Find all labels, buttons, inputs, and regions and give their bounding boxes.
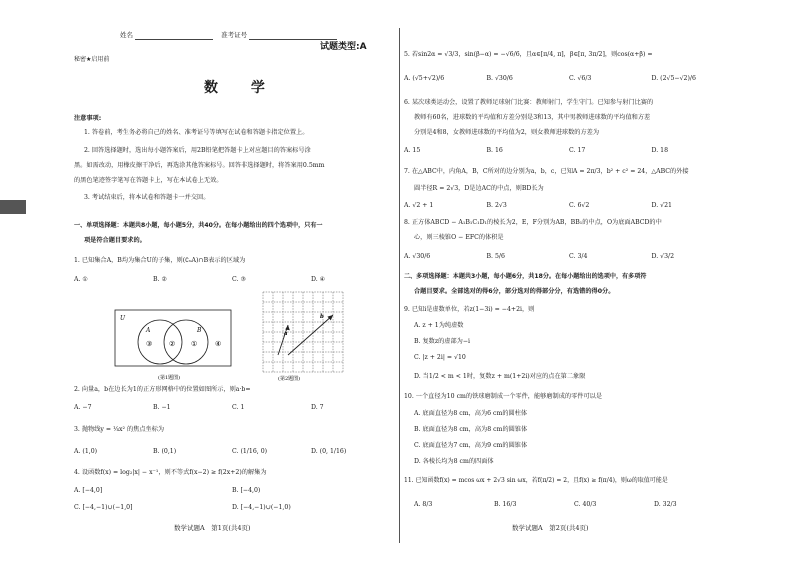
- q3-option-a[interactable]: A. (1,0): [74, 448, 98, 455]
- question-8-line-2: 心，则三棱锥O − EFC的体积是: [414, 234, 504, 241]
- q11-option-b[interactable]: B. 16/3: [494, 501, 517, 508]
- question-7-line-2: 圆半径R = 2√3，D是边AC的中点，则BD长为: [414, 185, 544, 192]
- column-divider: [399, 28, 400, 543]
- section1-heading-cont: 项是符合题目要求的。: [84, 237, 146, 244]
- section2-heading: 二、多项选择题：本题共3小题，每小题6分，共18分。在每小题给出的选项中，有多项符: [404, 273, 647, 280]
- question-10-stem: 10. 一个直径为10 cm的铁球磨制成一个零件，能够磨制成的零件可以是: [404, 393, 603, 400]
- question-5-stem: 5. 若sin2α = √3/3，sin(β−α) = −√6/6，且α∈[π/4, π]，β∈[π, 3π/2]，则cos(α+β) =: [404, 51, 653, 58]
- q5-option-d[interactable]: D. (2√5−√2)/6: [651, 75, 696, 82]
- vector-b-label: b: [320, 314, 324, 320]
- vector-a-label: a: [284, 331, 288, 337]
- question-3-options: [74, 447, 390, 457]
- q1-option-a[interactable]: A. ①: [74, 276, 88, 283]
- q1-option-c[interactable]: C. ③: [232, 276, 246, 283]
- venn-u-label: U: [120, 315, 126, 322]
- q6-option-a[interactable]: A. 15: [404, 147, 421, 154]
- name-label: 姓名: [120, 31, 133, 39]
- question-3-stem: 3. 抛物线y = ¼x² 的焦点坐标为: [74, 426, 165, 433]
- side-marker: [0, 200, 26, 214]
- section2-heading-cont: 合题目要求。全部选对的得6分，部分选对的得部分分，有选错的得0分。: [414, 288, 615, 295]
- ticket-blank[interactable]: [249, 39, 337, 40]
- footer-page-2: 数学试题A 第2页(共4页): [512, 524, 589, 532]
- q6-option-c[interactable]: C. 17: [569, 147, 586, 154]
- set-a-circle: [138, 320, 182, 364]
- q7-option-c[interactable]: C. 6√2: [569, 202, 590, 209]
- q4-option-b[interactable]: B. [−4,0): [232, 487, 261, 494]
- question-2-options: [74, 403, 390, 413]
- note-3: 3. 考试结束后，将本试卷和答题卡一并交回。: [84, 194, 210, 201]
- question-8-options: [404, 252, 734, 262]
- q1-option-b[interactable]: B. ②: [153, 276, 168, 283]
- q10-option-b[interactable]: B. 底面直径为8 cm，高为8 cm的圆锥体: [414, 426, 528, 433]
- q2-option-c[interactable]: C. 1: [232, 404, 245, 411]
- q9-option-d[interactable]: D. 当1/2 < m < 1时，复数z + m(1+2i)对应的点在第二象限: [414, 373, 586, 380]
- q10-option-d[interactable]: D. 各棱长均为8 cm的四面体: [414, 458, 494, 465]
- secret-label: 秘密★启用前: [74, 56, 110, 63]
- q7-option-a[interactable]: A. √2 + 1: [404, 202, 434, 209]
- right-column: [404, 0, 734, 562]
- q5-option-a[interactable]: A. (√5+√2)/6: [404, 75, 445, 82]
- question-7-line-1: 7. 在△ABC中，内角A，B，C所对的边分别为a，b，c，已知A = 2π/3，b² + c² = 24，△ABC的外接: [404, 168, 689, 175]
- q7-option-b[interactable]: B. 2√3: [486, 202, 507, 209]
- venn-region-4: ④: [215, 340, 222, 348]
- q4-option-c[interactable]: C. [−4,−1)∪(−1,0]: [74, 504, 133, 511]
- left-column: [74, 0, 390, 562]
- q2-option-b[interactable]: B. −1: [153, 404, 171, 411]
- footer-page-1: 数学试题A 第1页(共4页): [174, 524, 251, 532]
- venn-a-label: A: [146, 327, 151, 334]
- q8-option-d[interactable]: D. √3/2: [651, 253, 675, 260]
- q9-option-a[interactable]: A. z + 1为纯虚数: [414, 322, 464, 329]
- q4-option-d[interactable]: D. [−4,−1)∪(−1,0): [232, 504, 291, 511]
- page-title: 数 学: [204, 80, 279, 96]
- q11-option-c[interactable]: C. 40/3: [574, 501, 597, 508]
- q2-option-d[interactable]: D. 7: [311, 404, 324, 411]
- figure-1-caption: (第1题图): [158, 375, 181, 381]
- q8-option-b[interactable]: B. 5/6: [486, 253, 505, 260]
- question-6-line-2: 教师有60名，进球数的平均值和方差分别是3和13，其中男教师进球数的平均值和方差: [414, 114, 651, 121]
- q11-option-d[interactable]: D. 32/3: [654, 501, 677, 508]
- question-6-line-3: 分别是4和8，女教师进球数的平均值为2，则女教师进球数的方差为: [414, 129, 600, 136]
- q1-option-d[interactable]: D. ④: [311, 276, 326, 283]
- question-8-line-1: 8. 正方体ABCD − A₁B₁C₁D₁的棱长为2，E，F分别为AB，BB₁的中点，O为底面ABCD的中: [404, 219, 662, 226]
- venn-b-label: B: [197, 327, 202, 334]
- vector-b-line: [288, 315, 333, 355]
- q7-option-d[interactable]: D. √21: [651, 202, 672, 209]
- question-4-options-row-1: [74, 486, 390, 496]
- name-line: [120, 30, 337, 40]
- question-6-options: [404, 146, 734, 156]
- note-2-line-1: 2. 回答选择题时，选出每小题答案后，用2B铅笔把答题卡上对应题目的答案标号涂: [84, 147, 311, 154]
- q3-option-b[interactable]: B. (0,1): [153, 448, 177, 455]
- question-9-stem: 9. 已知i是虚数单位，若z(1−3i) = −4+2i，则: [404, 306, 535, 313]
- q2-option-a[interactable]: A. −7: [74, 404, 92, 411]
- note-2-line-2: 黑。如需改动，用橡皮擦干净后，再选涂其他答案标号。回答非选择题时，将答案用0.5mm: [74, 162, 325, 169]
- q5-option-b[interactable]: B. √30/6: [486, 75, 513, 82]
- vector-grid-figure: [258, 290, 348, 384]
- q3-option-d[interactable]: D. (0, 1/16): [311, 448, 347, 455]
- grid-lines: [263, 292, 343, 372]
- question-4-stem: 4. 设函数f(x) = log₂|x| − x⁻¹，则不等式f(x−2) ≥ f(2x+2)的解集为: [74, 469, 267, 476]
- note-1: 1. 答卷前，考生务必将自己的姓名、准考证号等填写在试卷和答题卡指定位置上。: [84, 129, 309, 136]
- question-7-options: [404, 201, 734, 211]
- question-6-line-1: 6. 某次球类运动会，设置了教师足球射门比赛：教师射门，学生守门。已知参与射门比赛的: [404, 99, 654, 106]
- question-4-options-row-2: [74, 503, 390, 513]
- venn-region-1: ①: [191, 340, 198, 348]
- notes-heading: 注意事项:: [74, 115, 102, 122]
- q6-option-b[interactable]: B. 16: [486, 147, 503, 154]
- q8-option-a[interactable]: A. √30/6: [404, 253, 431, 260]
- question-5-options: [404, 74, 734, 84]
- q4-option-a[interactable]: A. [−4,0]: [74, 487, 103, 494]
- q10-option-a[interactable]: A. 底面直径为8 cm，高为6 cm的圆柱体: [414, 410, 528, 417]
- q11-option-a[interactable]: A. 8/3: [414, 501, 433, 508]
- question-1-stem: 1. 已知集合A，B均为集合U的子集，则(∁ᵤA)∩B表示的区域为: [74, 257, 246, 264]
- question-11-stem: 11. 已知函数f(x) = mcos ωx + 2√3 sin ωx，若f(π/2) = 2，且f(x) ≥ f(π/4)，则ω的取值可能是: [404, 477, 668, 484]
- section1-heading: 一、单项选择题：本题共8小题，每小题5分，共40分。在每小题给出的四个选项中，只有一: [74, 222, 323, 229]
- q9-option-b[interactable]: B. 复数z的虚部为−i: [414, 338, 471, 345]
- question-1-options: [74, 275, 390, 285]
- q10-option-c[interactable]: C. 底面直径为7 cm，高为9 cm的圆锥体: [414, 442, 528, 449]
- name-blank[interactable]: [135, 39, 213, 40]
- venn-diagram-figure: [114, 309, 232, 383]
- q8-option-c[interactable]: C. 3/4: [569, 253, 588, 260]
- note-2-line-3: 的黑色笔迹签字笔写在答题卡上，写在本试卷上无效。: [74, 177, 223, 184]
- venn-region-3: ③: [146, 340, 153, 348]
- figure-2-caption: (第2题图): [278, 376, 301, 382]
- question-2-stem: 2. 向量a，b在边长为1的正方形网格中的位置如图所示，则a·b=: [74, 386, 251, 393]
- ticket-label: 准考证号: [221, 31, 248, 39]
- question-11-options: [414, 500, 734, 510]
- q9-option-c[interactable]: C. |z + 2i| = √10: [414, 354, 466, 361]
- q5-option-c[interactable]: C. √6/3: [569, 75, 592, 82]
- exam-type: 试题类型:A: [320, 42, 367, 52]
- venn-region-2: ②: [169, 340, 176, 348]
- q6-option-d[interactable]: D. 18: [651, 147, 669, 154]
- universe-rect: [115, 310, 231, 366]
- q3-option-c[interactable]: C. (1/16, 0): [232, 448, 268, 455]
